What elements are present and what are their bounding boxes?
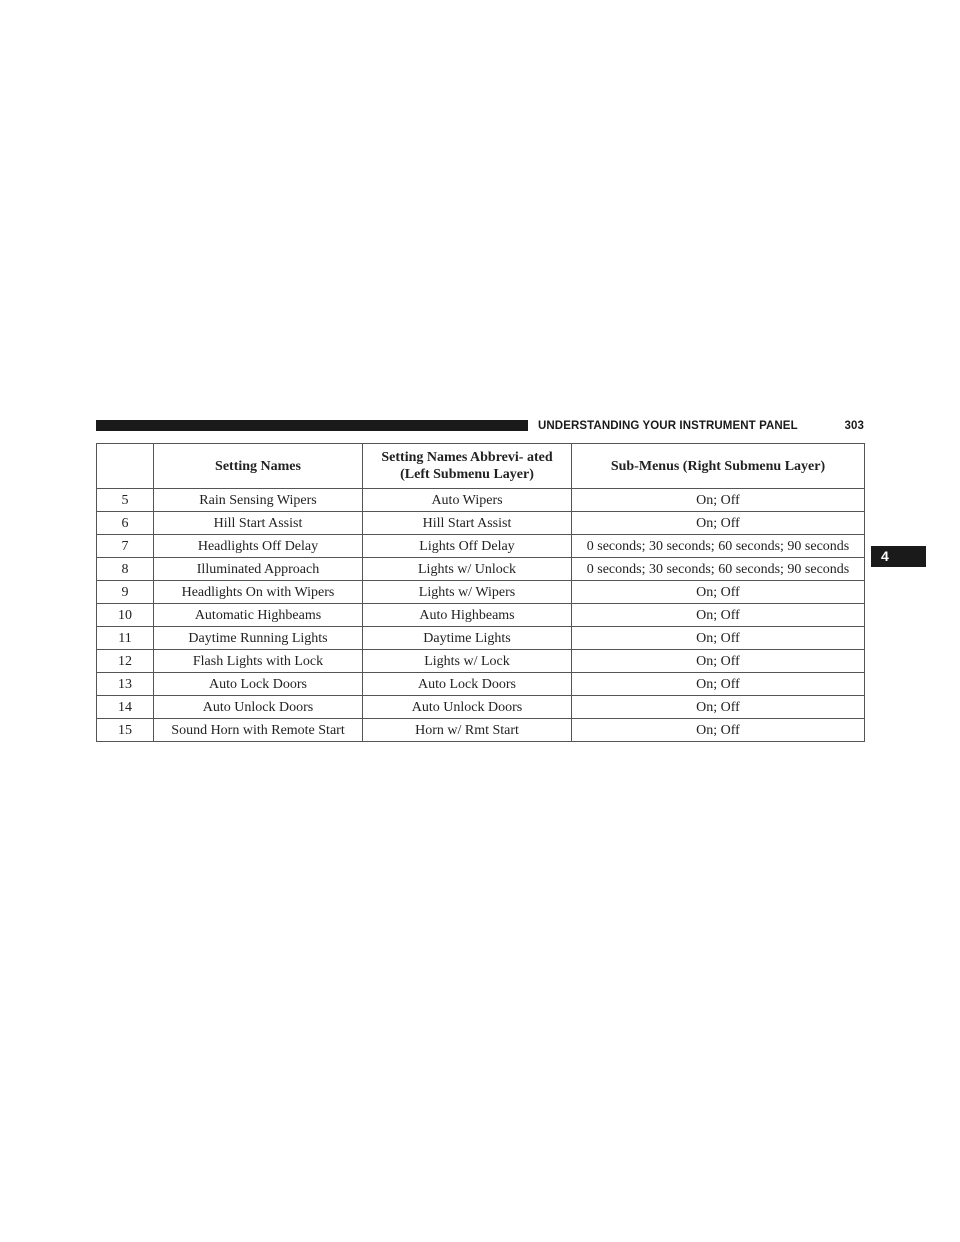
cell-setting-name: Auto Unlock Doors [154, 696, 363, 719]
cell-number: 14 [97, 696, 154, 719]
cell-sub-menu: On; Off [572, 604, 865, 627]
section-title: UNDERSTANDING YOUR INSTRUMENT PANEL [538, 420, 798, 432]
column-header-sub-menus: Sub-Menus (Right Submenu Layer) [572, 444, 865, 489]
cell-abbreviation: Hill Start Assist [363, 512, 572, 535]
cell-abbreviation: Lights w/ Unlock [363, 558, 572, 581]
running-header [538, 419, 864, 433]
cell-sub-menu: On; Off [572, 627, 865, 650]
table-row [97, 581, 865, 604]
cell-setting-name: Automatic Highbeams [154, 604, 363, 627]
cell-sub-menu: On; Off [572, 489, 865, 512]
settings-table [96, 443, 865, 742]
cell-abbreviation: Auto Wipers [363, 489, 572, 512]
table-body [97, 489, 865, 742]
cell-number: 7 [97, 535, 154, 558]
cell-abbreviation: Lights w/ Wipers [363, 581, 572, 604]
column-header-abbreviated: Setting Names Abbrevi- ated (Left Submenu Layer) [363, 444, 572, 489]
column-header-setting-names: Setting Names [154, 444, 363, 489]
cell-setting-name: Sound Horn with Remote Start [154, 719, 363, 742]
cell-number: 5 [97, 489, 154, 512]
cell-setting-name: Flash Lights with Lock [154, 650, 363, 673]
cell-setting-name: Headlights On with Wipers [154, 581, 363, 604]
cell-setting-name: Illuminated Approach [154, 558, 363, 581]
cell-number: 12 [97, 650, 154, 673]
table-row [97, 512, 865, 535]
table-row [97, 627, 865, 650]
cell-number: 13 [97, 673, 154, 696]
cell-setting-name: Headlights Off Delay [154, 535, 363, 558]
column-header-number [97, 444, 154, 489]
cell-sub-menu: On; Off [572, 512, 865, 535]
cell-sub-menu: On; Off [572, 719, 865, 742]
cell-number: 9 [97, 581, 154, 604]
table-header [97, 444, 865, 489]
table-row [97, 696, 865, 719]
cell-number: 6 [97, 512, 154, 535]
table-row [97, 650, 865, 673]
table-row [97, 489, 865, 512]
cell-sub-menu: On; Off [572, 650, 865, 673]
table-row [97, 673, 865, 696]
cell-abbreviation: Auto Highbeams [363, 604, 572, 627]
table-row [97, 558, 865, 581]
cell-setting-name: Rain Sensing Wipers [154, 489, 363, 512]
cell-number: 8 [97, 558, 154, 581]
cell-abbreviation: Daytime Lights [363, 627, 572, 650]
cell-setting-name: Auto Lock Doors [154, 673, 363, 696]
cell-sub-menu: 0 seconds; 30 seconds; 60 seconds; 90 seconds [572, 558, 865, 581]
table-row [97, 604, 865, 627]
cell-number: 11 [97, 627, 154, 650]
cell-setting-name: Hill Start Assist [154, 512, 363, 535]
cell-setting-name: Daytime Running Lights [154, 627, 363, 650]
page-number: 303 [844, 420, 864, 432]
cell-sub-menu: On; Off [572, 673, 865, 696]
table-row [97, 719, 865, 742]
cell-abbreviation: Horn w/ Rmt Start [363, 719, 572, 742]
header-row [97, 444, 865, 489]
table-row [97, 535, 865, 558]
cell-abbreviation: Auto Unlock Doors [363, 696, 572, 719]
cell-sub-menu: On; Off [572, 696, 865, 719]
chapter-tab: 4 [871, 546, 926, 567]
cell-number: 15 [97, 719, 154, 742]
cell-sub-menu: 0 seconds; 30 seconds; 60 seconds; 90 seconds [572, 535, 865, 558]
cell-sub-menu: On; Off [572, 581, 865, 604]
cell-number: 10 [97, 604, 154, 627]
cell-abbreviation: Lights w/ Lock [363, 650, 572, 673]
header-rule-bar [96, 420, 528, 431]
cell-abbreviation: Auto Lock Doors [363, 673, 572, 696]
cell-abbreviation: Lights Off Delay [363, 535, 572, 558]
